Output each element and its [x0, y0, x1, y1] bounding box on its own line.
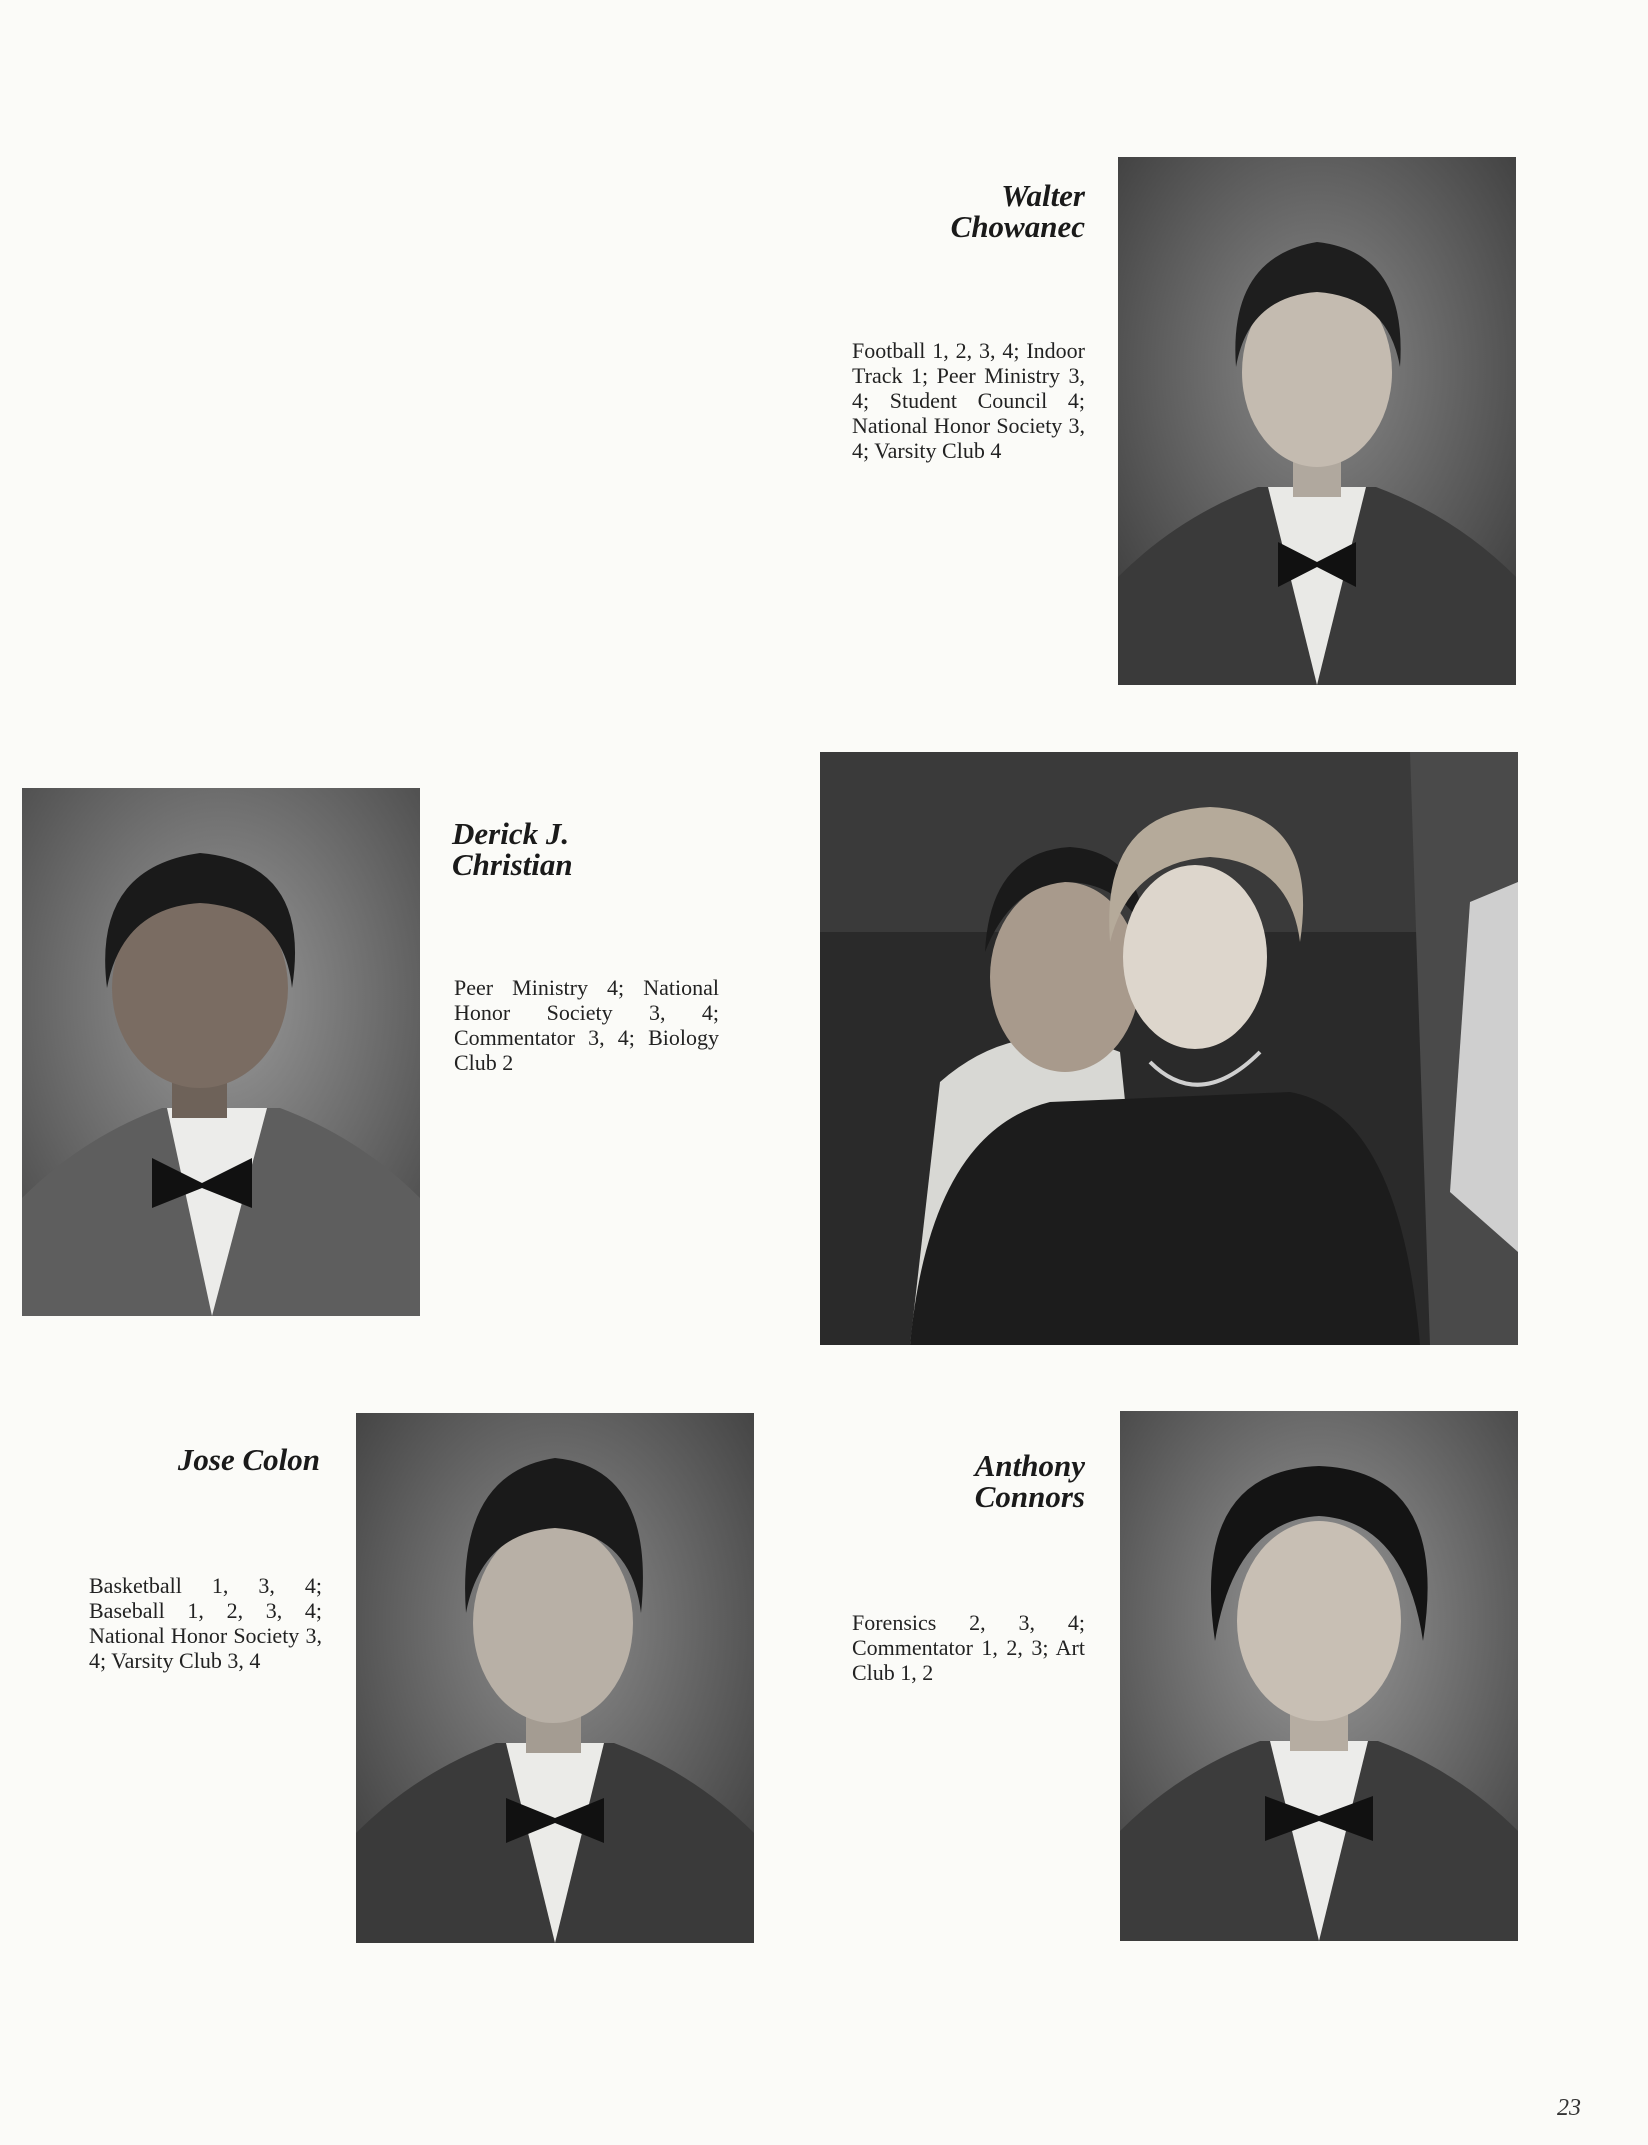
student-name-line1: Anthony [974, 1448, 1085, 1483]
portrait-photo-anthony-connors [1120, 1411, 1518, 1941]
student-activities: Basketball 1, 3, 4; Baseball 1, 2, 3, 4; National Honor Society 3, 4; Varsity Club 3, 4 [89, 1573, 322, 1673]
student-name-line2: Chowanec [950, 209, 1085, 244]
page-number: 23 [1557, 2095, 1581, 2121]
candid-couple-photo [820, 752, 1518, 1345]
student-activities: Forensics 2, 3, 4; Commentator 1, 2, 3; Art Club 1, 2 [852, 1610, 1085, 1685]
student-name-jose-colon [40, 1444, 320, 1475]
student-name-derick-christian [452, 818, 752, 880]
student-name-line2: Connors [974, 1479, 1085, 1514]
portrait-photo-walter-chowanec [1118, 157, 1516, 685]
student-name-line2: Christian [452, 847, 573, 882]
student-name-anthony-connors [760, 1450, 1085, 1512]
student-activities: Football 1, 2, 3, 4; Indoor Track 1; Peer Ministry 3, 4; Student Council 4; National Honor Society 3, 4; Varsity Club 4 [852, 338, 1085, 463]
student-name-walter-chowanec [760, 180, 1085, 242]
student-name-line1: Walter [1001, 178, 1085, 213]
student-name-line1: Derick J. [452, 816, 570, 851]
student-activities: Peer Ministry 4; National Honor Society 3, 4; Commentator 3, 4; Biology Club 2 [454, 975, 719, 1075]
portrait-photo-derick-christian [22, 788, 420, 1316]
portrait-photo-jose-colon [356, 1413, 754, 1943]
student-name-line1: Jose Colon [177, 1442, 320, 1477]
